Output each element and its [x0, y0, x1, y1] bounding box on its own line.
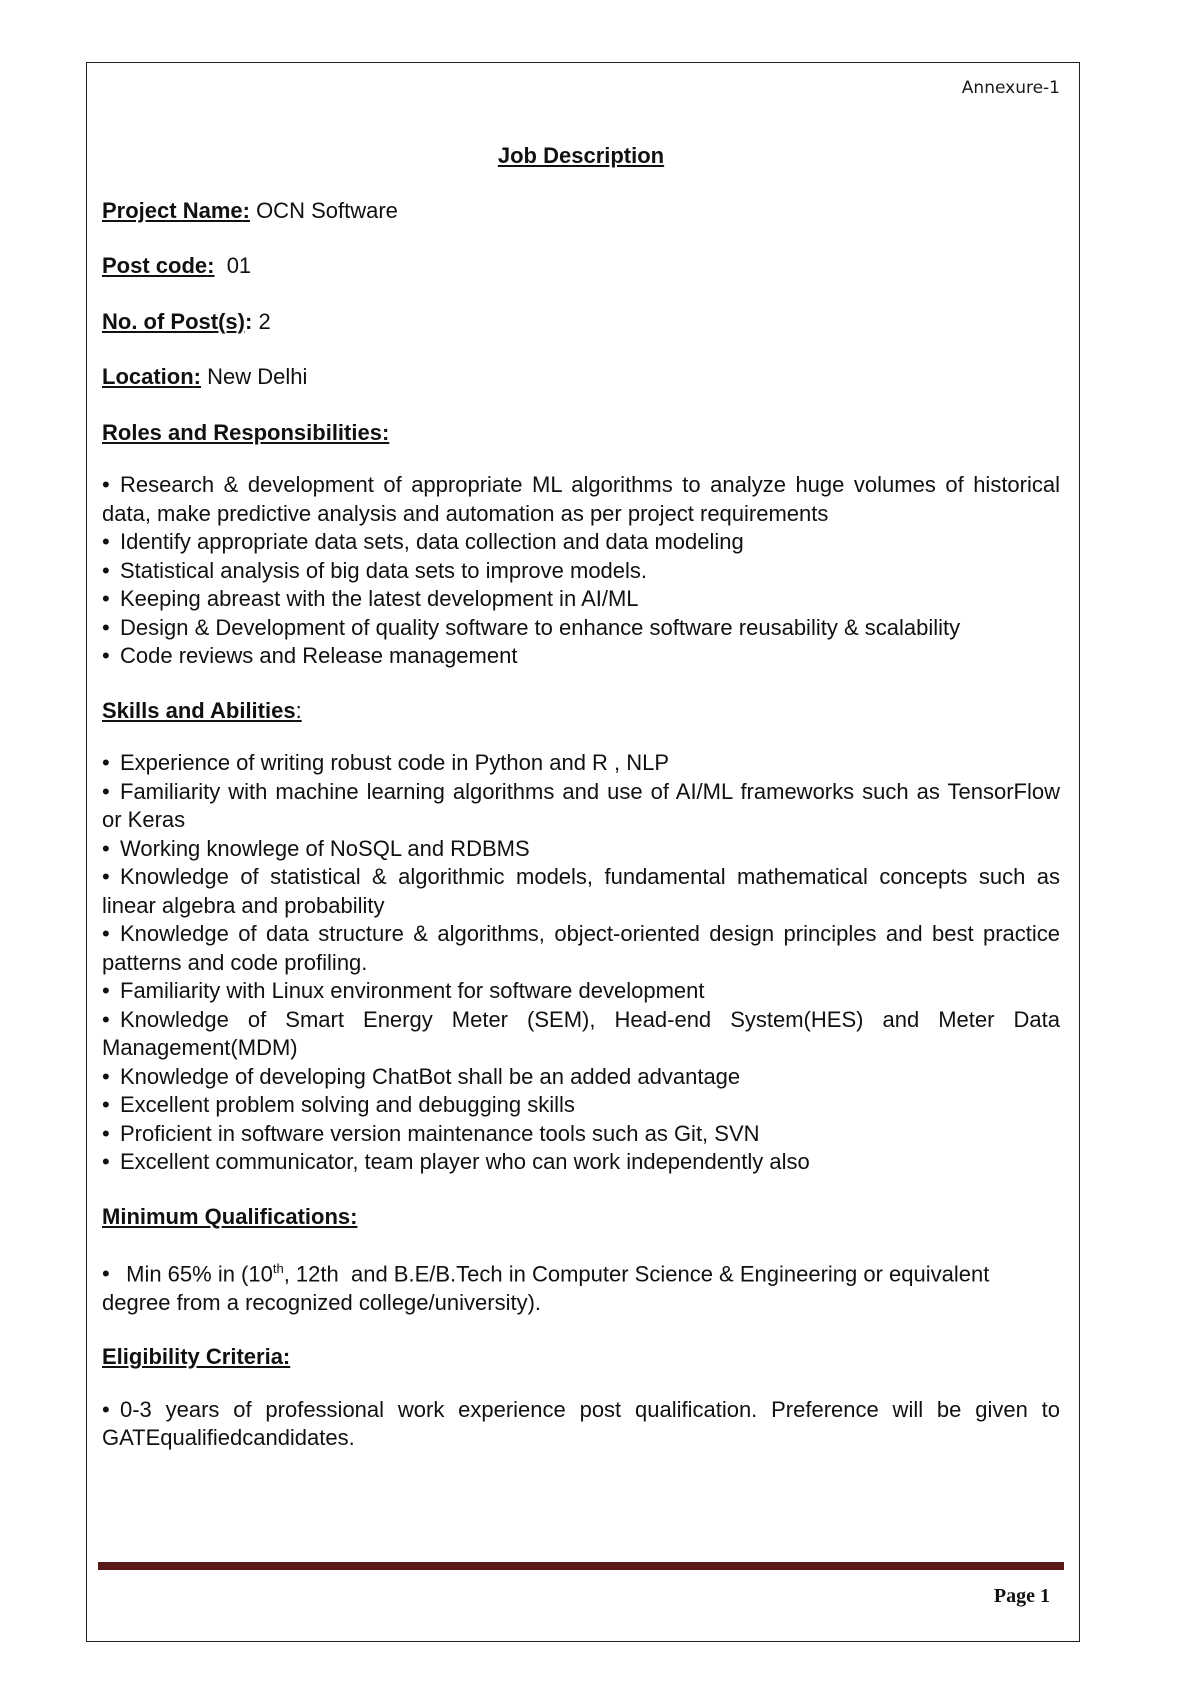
list-item: • Familiarity with Linux environment for software development — [102, 978, 705, 1003]
project-name-field — [102, 197, 1060, 226]
list-item: • Excellent problem solving and debugging skills — [102, 1092, 575, 1117]
list-item: • 0-3 years of professional work experience post qualification. Preference will be given to GATEqualifiedcandidates. — [102, 1396, 1060, 1451]
posts-label: No. of Post(s) — [102, 308, 245, 334]
location-field — [102, 363, 1060, 392]
list-item: • Statistical analysis of big data sets to improve models. — [102, 557, 648, 583]
footer-divider — [98, 1562, 1064, 1570]
skills-heading: Skills and Abilities: — [102, 697, 302, 723]
post-code-label: Post code: — [102, 253, 215, 278]
list-item: • Familiarity with machine learning algorithms and use of AI/ML frameworks such as TensorFlow or Keras — [102, 778, 1060, 832]
list-item: • Research & development of appropriate ML algorithms to analyze huge volumes of historical data, make predictive analysis and automation as per project requirements — [102, 472, 1060, 526]
list-item: • Working knowlege of NoSQL and RDBMS — [102, 835, 530, 861]
list-item: • Experience of writing robust code in Python and R , NLP — [102, 750, 670, 775]
location-label: Location: — [102, 364, 201, 389]
post-code-value: 01 — [214, 253, 252, 278]
post-code-field — [102, 252, 1060, 281]
annexure-label: Annexure-1 — [961, 78, 1060, 98]
roles-list — [102, 471, 1060, 671]
qualifications-heading: Minimum Qualifications: — [102, 1203, 358, 1229]
list-item: • Proficient in software version maintenance tools such as Git, SVN — [102, 1120, 760, 1146]
list-item: • Knowledge of Smart Energy Meter (SEM), Head-end System(HES) and Meter Data Management(MDM) — [102, 1006, 1060, 1060]
list-item: • Excellent communicator, team player who can work independently also — [102, 1149, 810, 1174]
list-item: • Design & Development of quality software to enhance software reusability & scalability — [102, 614, 961, 640]
posts-value: 2 — [252, 308, 271, 334]
eligibility-heading: Eligibility Criteria: — [102, 1344, 291, 1370]
list-item: • Identify appropriate data sets, data collection and data modeling — [102, 529, 744, 554]
eligibility-list — [102, 1396, 1060, 1453]
list-item: • Code reviews and Release management — [102, 643, 518, 668]
location-value: New Delhi — [201, 364, 308, 389]
posts-field: No. of Post(s): 2 — [102, 308, 271, 334]
document-body — [102, 142, 1060, 1479]
project-name-label: Project Name: — [102, 197, 250, 223]
page-number: Page 1 — [993, 1585, 1050, 1607]
project-name-value: OCN Software — [249, 197, 398, 223]
list-item: • Knowledge of statistical & algorithmic models, fundamental mathematical concepts such as linear algebra and probability — [102, 864, 1060, 918]
list-item: • Knowledge of data structure & algorithms, object-oriented design principles and best practice patterns and code profiling. — [102, 921, 1060, 975]
document-title: Job Description — [497, 143, 665, 168]
skills-list — [102, 749, 1060, 1177]
list-item: • Keeping abreast with the latest development in AI/ML — [102, 586, 639, 611]
roles-heading: Roles and Responsibilities: — [102, 419, 390, 445]
list-item: • Knowledge of developing ChatBot shall be an added advantage — [102, 1063, 741, 1089]
qualification-item: • Min 65% in (10th, 12th and B.E/B.Tech in Computer Science & Engineering or equivalent degree from a recognized college/university). — [102, 1261, 996, 1315]
